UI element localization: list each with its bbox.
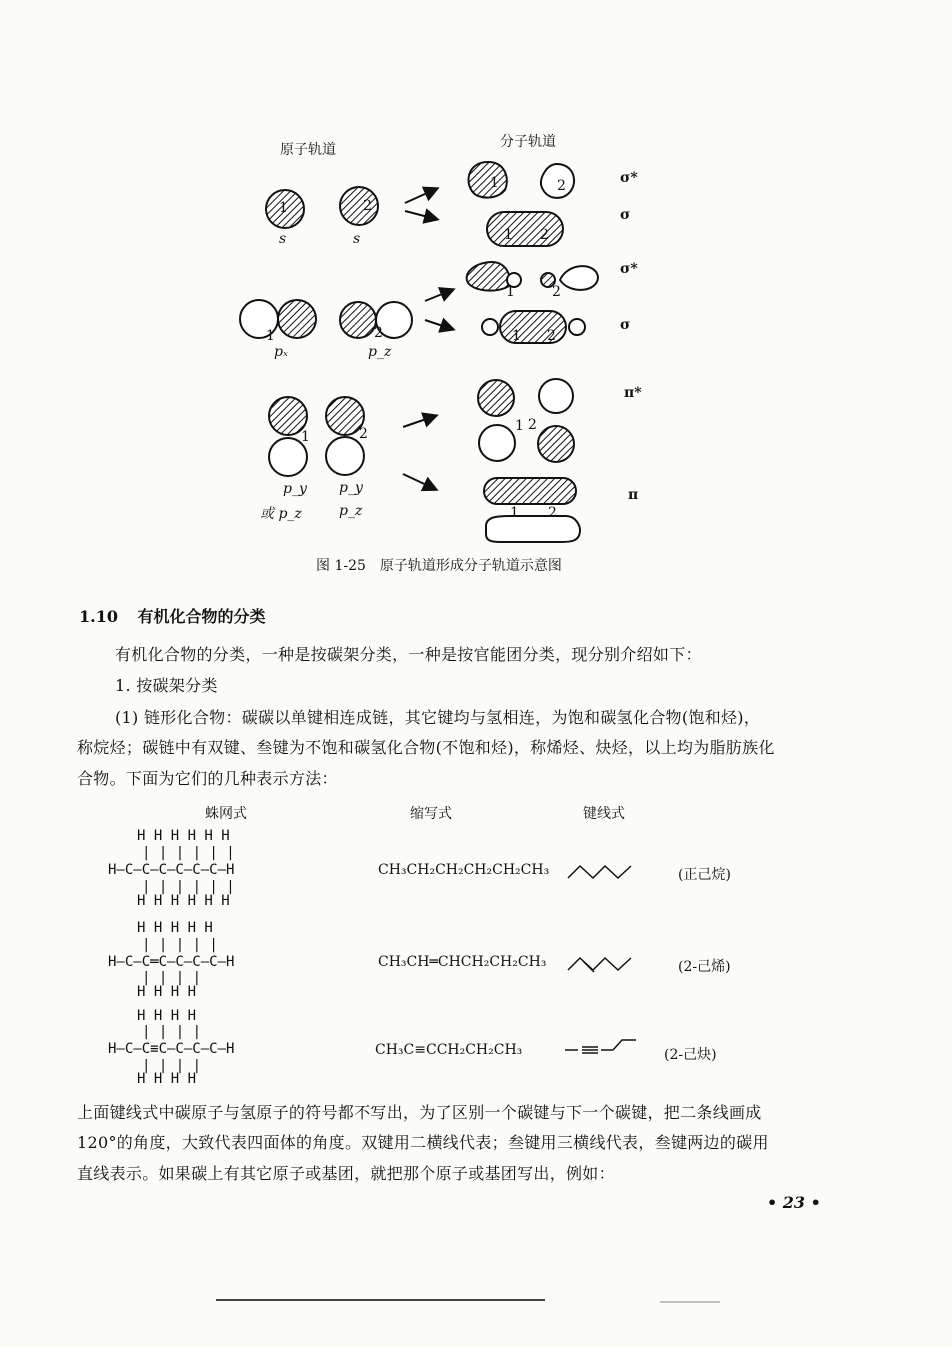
compound-name: (2-己炔) (664, 1047, 717, 1063)
compound-name: (正己烷) (678, 867, 731, 883)
formula-h-top: H H H H H H (137, 828, 230, 844)
py-orbitals (269, 397, 364, 476)
px-mo (467, 262, 598, 343)
label-or-pz: 或 p_z (260, 506, 302, 522)
paragraph-item1: 1. 按碳架分类 (115, 676, 218, 695)
label-pz: p_z (368, 344, 392, 360)
num-2: 2 (363, 198, 372, 214)
col-header-condensed: 缩写式 (410, 806, 452, 822)
mo-num-2: 2 (552, 284, 561, 300)
formula-bonds: | | | | (142, 970, 202, 986)
formula-bonds: | | | | | | (142, 879, 235, 895)
paragraph-text: (1) 链形化合物：碳碳以单键相连成链，其它键均与氢相连，为饱和碳氢化合物(饱和烃)， (115, 708, 761, 727)
bond-line-hexane (568, 866, 631, 878)
paragraph-text: 上面键线式中碳原子与氢原子的符号都不写出，为了区别一个碳键与下一个碳键，把二条线画成 (77, 1103, 762, 1122)
paragraph-text: 120°的角度，大致代表四面体的角度。双键用二横线代表；叁键用三横线代表，叁键两边的碳用 (77, 1133, 769, 1152)
paragraph-text: 合物。下面为它们的几种表示方法： (77, 769, 338, 788)
mo-num-2: 2 (540, 227, 549, 243)
formula-h-top: H H H H (137, 1008, 197, 1024)
mo-num-2: 2 (528, 417, 537, 433)
formula-bonds: | | | | (142, 1058, 202, 1074)
condensed-formula: CH₃CH₂CH₂CH₂CH₂CH₃ (378, 862, 550, 878)
formula-main: H—C—C≡C—C—C—C—H (108, 1041, 235, 1057)
mo-num-1: 1 (515, 418, 524, 434)
formula-bonds: | | | | | (142, 937, 218, 953)
mo-num-2: 2 (557, 178, 566, 194)
condensed-formula: CH₃CH═CHCH₂CH₂CH₃ (378, 954, 547, 970)
mo-label-pi: π (628, 487, 639, 503)
mo-num-2: 2 (548, 505, 557, 521)
mo-label-sigma: σ (620, 317, 631, 333)
s-mo (469, 162, 575, 246)
mo-label-sigma-star: σ* (620, 170, 638, 186)
paragraph-text: 直线表示。如果碳上有其它原子或基团，就把那个原子或基团写出，例如： (77, 1164, 615, 1183)
condensed-formula: CH₃C≡CCH₂CH₂CH₃ (375, 1042, 523, 1058)
num-1: 1 (266, 328, 275, 344)
label-py: p_y (283, 481, 307, 497)
section-title: 有机化合物的分类 (137, 607, 266, 626)
arrows (403, 189, 452, 489)
bond-line-hexene (568, 958, 631, 972)
formula-bonds: | | | | | | (142, 845, 235, 861)
mo-label-sigma: σ (620, 207, 631, 223)
mo-num-1: 1 (506, 284, 515, 300)
bond-line-hexyne (565, 1040, 636, 1053)
col-header-bond-line: 键线式 (583, 806, 625, 822)
figure-right-header: 分子轨道 (500, 134, 556, 150)
formula-main: H—C—C═C—C—C—C—H (108, 954, 235, 970)
mo-num-1: 1 (490, 175, 499, 191)
figure-left-header: 原子轨道 (280, 142, 336, 158)
formula-h-top: H H H H H (137, 920, 213, 936)
mo-num-1: 1 (512, 328, 521, 344)
label-px: pₓ (274, 344, 288, 360)
label-s: s (353, 231, 361, 247)
formula-h-bottom: H H H H (137, 1071, 197, 1087)
mo-num-2: 2 (547, 328, 556, 344)
mo-label-pi-star: π* (624, 385, 642, 401)
label-pz: p_z (339, 503, 363, 519)
mo-label-sigma-star: σ* (620, 261, 638, 277)
section-heading (79, 604, 266, 627)
mo-num-1: 1 (510, 505, 519, 521)
compound-name: (2-己烯) (678, 959, 731, 975)
formula-bonds: | | | | (142, 1024, 202, 1040)
num-2: 2 (359, 426, 368, 442)
paragraph-intro: 有机化合物的分类，一种是按碳架分类，一种是按官能团分类，现分别介绍如下： (115, 645, 702, 664)
figure-caption: 图 1-25 原子轨道形成分子轨道示意图 (316, 558, 562, 574)
num-1: 1 (279, 200, 288, 216)
page-number: • 23 • (767, 1193, 821, 1212)
num-2: 2 (374, 325, 383, 341)
formula-h-bottom: H H H H (137, 984, 197, 1000)
formula-h-bottom: H H H H H H (137, 893, 230, 909)
col-header-structural: 蛛网式 (205, 806, 247, 822)
num-1: 1 (301, 429, 310, 445)
paragraph-text: 称烷烃；碳链中有双键、叁键为不饱和碳氢化合物(不饱和烃)，称烯烃、炔烃，以上均为脂肪族化 (77, 738, 775, 757)
py-mo (478, 379, 580, 542)
label-s: s (279, 231, 287, 247)
formula-main: H—C—C—C—C—C—C—H (108, 862, 235, 878)
label-py: p_y (339, 480, 363, 496)
section-number: 1.10 (79, 607, 118, 626)
mo-num-1: 1 (504, 227, 513, 243)
